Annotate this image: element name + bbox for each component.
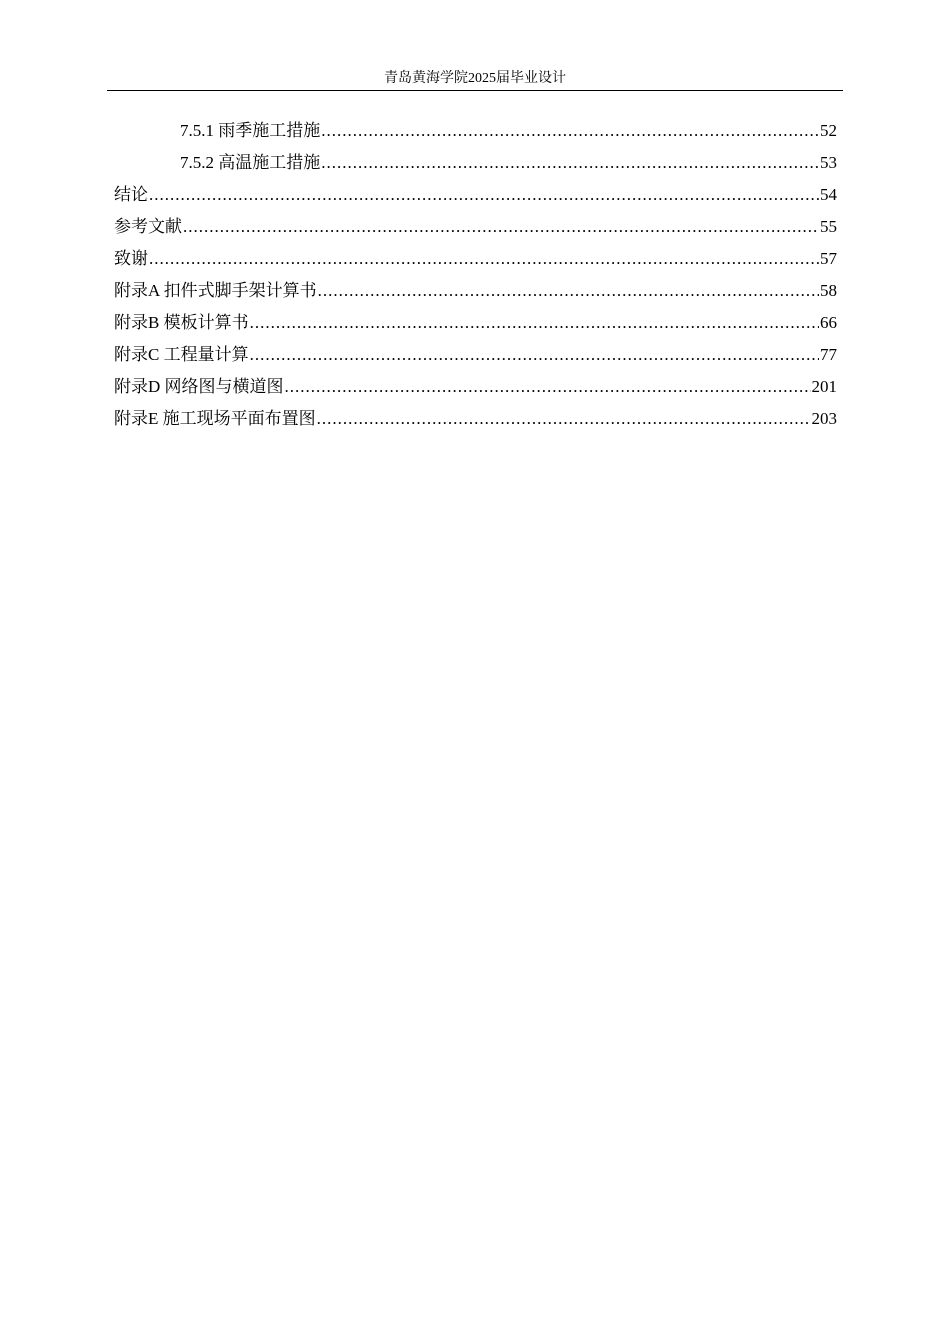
toc-entry-page: 77 [820,345,837,364]
toc-entry-title: 附录B 模板计算书 [114,313,249,332]
toc-dot-leader [149,179,819,211]
toc-dot-leader [149,243,819,275]
toc-entry[interactable] [114,275,837,307]
toc-entry-page: 201 [811,377,837,396]
toc-entry[interactable] [114,339,837,371]
toc-entry-page: 54 [820,185,837,204]
toc-dot-leader [250,307,819,339]
toc-entry-title: 附录C 工程量计算 [114,345,249,364]
header-title: 青岛黄海学院2025届毕业设计 [384,71,566,86]
toc-entry[interactable] [114,179,837,211]
toc-entry-title: 结论 [114,185,148,204]
toc-entry-title: 参考文献 [114,217,182,236]
toc-entry-page: 55 [820,217,837,236]
toc-entry[interactable] [114,371,837,403]
toc-dot-leader [285,371,811,403]
toc-dot-leader [321,115,819,147]
toc-dot-leader [321,147,819,179]
toc-entry-title: 附录D 网络图与横道图 [114,377,284,396]
page-header [107,68,843,91]
toc-entry-page: 58 [820,281,837,300]
table-of-contents [114,115,837,435]
toc-entry-title: 7.5.2 高温施工措施 [180,153,321,172]
toc-entry-title: 附录E 施工现场平面布置图 [114,409,316,428]
toc-entry-page: 203 [811,409,837,428]
toc-entry[interactable] [114,307,837,339]
toc-entry[interactable] [114,147,837,179]
toc-entry[interactable] [114,115,837,147]
toc-dot-leader [318,275,819,307]
toc-entry[interactable] [114,403,837,435]
toc-dot-leader [250,339,819,371]
toc-entry-title: 致谢 [114,249,148,268]
toc-entry-page: 52 [820,121,837,140]
toc-entry-page: 53 [820,153,837,172]
toc-entry[interactable] [114,211,837,243]
toc-entry-page: 66 [820,313,837,332]
toc-dot-leader [183,211,819,243]
toc-entry-title: 附录A 扣件式脚手架计算书 [114,281,317,300]
toc-entry[interactable] [114,243,837,275]
toc-entry-page: 57 [820,249,837,268]
toc-dot-leader [317,403,811,435]
toc-entry-title: 7.5.1 雨季施工措施 [180,121,321,140]
